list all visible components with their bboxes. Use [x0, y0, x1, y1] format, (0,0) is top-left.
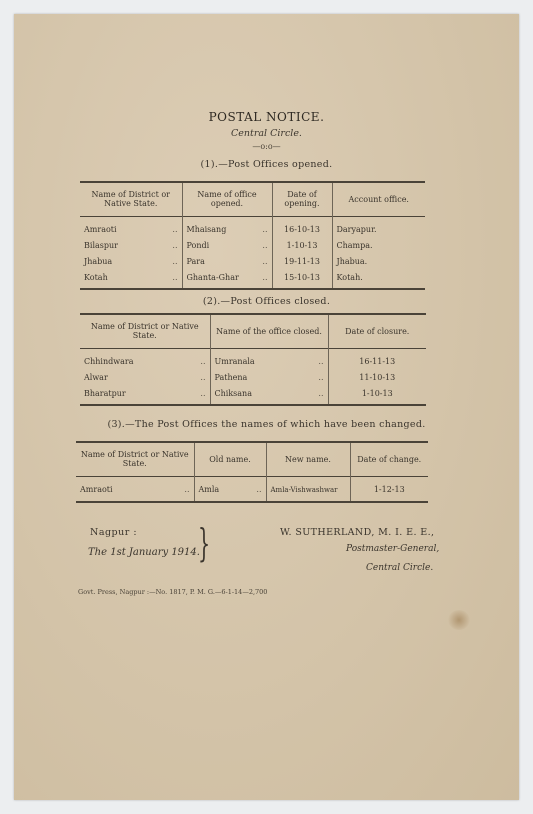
title-divider: —o:o—	[252, 142, 281, 151]
table-cell: Jhabua ..	[84, 256, 178, 266]
table-cell: Amraoti ..	[80, 485, 190, 495]
section2-heading: (2).—Post Offices closed.	[202, 296, 331, 307]
issue-place: Nagpur :	[90, 527, 138, 538]
table-header-row	[80, 182, 425, 216]
signatory-name: W. SUTHERLAND, M. I. E. E.,	[280, 527, 435, 538]
table-cell: 15-10-13	[272, 270, 332, 289]
column-header: New name.	[266, 442, 350, 476]
section1-heading: (1).—Post Offices opened.	[200, 159, 333, 170]
table-cell: Daryapur.	[332, 216, 425, 238]
column-header: Date of opening.	[272, 182, 332, 216]
table-cell: 19-11-13	[272, 254, 332, 270]
table-cell: Kotah.	[332, 270, 425, 289]
column-header: Account office.	[332, 182, 425, 216]
column-header: Name of the office closed.	[210, 314, 328, 348]
table-row	[80, 216, 425, 238]
notice-title: POSTAL NOTICE.	[208, 110, 325, 124]
table-cell: Amla ..	[194, 476, 266, 502]
press-imprint: Govt. Press, Nagpur :—No. 1817, P. M. G.—6-1-14—2,700	[78, 588, 268, 596]
issue-date: The 1st January 1914.	[88, 547, 200, 558]
table-cell: Umranala ..	[210, 348, 328, 370]
column-header: Name of District or Native State.	[80, 450, 189, 469]
column-header: Name of District or Native State.	[91, 190, 170, 209]
table-cell: 1-12-13	[350, 476, 428, 502]
table-row	[80, 386, 426, 405]
column-header: Old name.	[194, 442, 266, 476]
table-row	[76, 476, 428, 502]
table-row	[80, 254, 425, 270]
curly-brace-icon: }	[198, 521, 211, 565]
table-cell: Champa.	[332, 238, 425, 254]
table-cell: Ghanta-Ghar ..	[182, 270, 272, 289]
table-cell: Chiksana ..	[210, 386, 328, 405]
table-header-row	[76, 442, 428, 476]
table-row	[80, 348, 426, 370]
table-row	[80, 270, 425, 289]
table-cell: Bilaspur ..	[84, 240, 178, 250]
table-cell: Pondi ..	[182, 238, 272, 254]
table-cell: Jhabua.	[332, 254, 425, 270]
table-row	[80, 370, 426, 386]
table-header-row	[80, 314, 426, 348]
column-header: Name of office opened.	[182, 182, 272, 216]
table-cell: Amla-Vishwashwar	[266, 476, 350, 502]
table-cell: Chhindwara ..	[84, 356, 206, 366]
section3-heading: (3).—The Post Offices the names of which have been changed.	[107, 419, 426, 430]
table-cell: Mhaisang ..	[182, 216, 272, 238]
table-cell: Para ..	[182, 254, 272, 270]
table-cell: 1-10-13	[328, 386, 426, 405]
offices-renamed-table	[76, 441, 428, 503]
column-header: Date of closure.	[328, 314, 426, 348]
table-row	[80, 238, 425, 254]
signatory-circle: Central Circle.	[366, 563, 434, 573]
table-cell: 16-11-13	[328, 348, 426, 370]
column-header: Name of District or Native State.	[90, 322, 199, 341]
paper-stain	[448, 610, 470, 630]
notice-subtitle: Central Circle.	[231, 128, 302, 139]
table-cell: 16-10-13	[272, 216, 332, 238]
table-cell: Kotah ..	[84, 272, 178, 282]
table-cell: Amraoti ..	[84, 224, 178, 234]
column-header: Date of change.	[350, 442, 428, 476]
offices-closed-table	[80, 313, 426, 406]
table-cell: 11-10-13	[328, 370, 426, 386]
table-cell: Bharatpur ..	[84, 388, 206, 398]
offices-opened-table	[80, 181, 425, 290]
document-page	[14, 14, 519, 800]
table-cell: Pathena ..	[210, 370, 328, 386]
signatory-title: Postmaster-General,	[346, 544, 440, 554]
table-cell: Alwar ..	[84, 372, 206, 382]
table-cell: 1-10-13	[272, 238, 332, 254]
